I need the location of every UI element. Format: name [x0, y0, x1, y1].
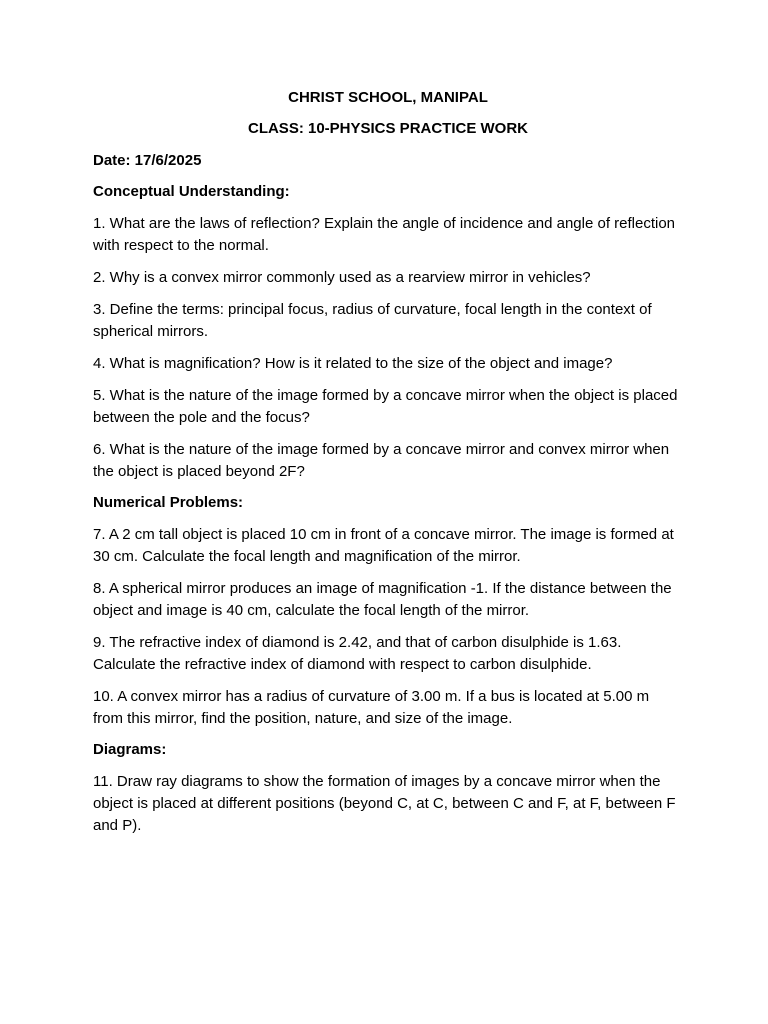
- question-6: 6. What is the nature of the image formed by a concave mirror and convex mirror when the object is placed beyond 2F?: [93, 441, 670, 480]
- class-title: CLASS: 10-PHYSICS PRACTICE WORK: [247, 120, 529, 137]
- section-heading-diagrams: Diagrams:: [93, 741, 167, 758]
- question-7: 7. A 2 cm tall object is placed 10 cm in front of a concave mirror. The image is formed at 30 cm. Calculate the focal length and magnification of the mirror.: [93, 526, 674, 565]
- question-4: 4. What is magnification? How is it related to the size of the object and image?: [93, 355, 613, 372]
- date-line: Date: 17/6/2025: [93, 152, 202, 169]
- section-heading-conceptual: Conceptual Understanding:: [93, 183, 290, 200]
- question-9: 9. The refractive index of diamond is 2.42, and that of carbon disulphide is 1.63. Calculate the refractive index of diamond with respect to carbon disulphide.: [93, 634, 622, 673]
- question-11: 11. Draw ray diagrams to show the formation of images by a concave mirror when the object is placed at different positions (beyond C, at C, between C and F, at F, between F and P).: [93, 773, 676, 834]
- question-8: 8. A spherical mirror produces an image of magnification -1. If the distance between the object and image is 40 cm, calculate the focal length of the mirror.: [93, 580, 672, 619]
- question-10: 10. A convex mirror has a radius of curvature of 3.00 m. If a bus is located at 5.00 m from this mirror, find the position, nature, and size of the image.: [93, 688, 650, 727]
- question-1: 1. What are the laws of reflection? Explain the angle of incidence and angle of reflection with respect to the normal.: [93, 215, 676, 254]
- question-3: 3. Define the terms: principal focus, radius of curvature, focal length in the context of spherical mirrors.: [93, 301, 652, 340]
- document-content: [93, 88, 683, 847]
- school-name: CHRIST SCHOOL, MANIPAL: [288, 89, 488, 106]
- section-heading-numerical: Numerical Problems:: [93, 494, 244, 511]
- question-5: 5. What is the nature of the image formed by a concave mirror when the object is placed between the pole and the focus?: [93, 387, 678, 426]
- question-2: 2. Why is a convex mirror commonly used as a rearview mirror in vehicles?: [93, 269, 591, 286]
